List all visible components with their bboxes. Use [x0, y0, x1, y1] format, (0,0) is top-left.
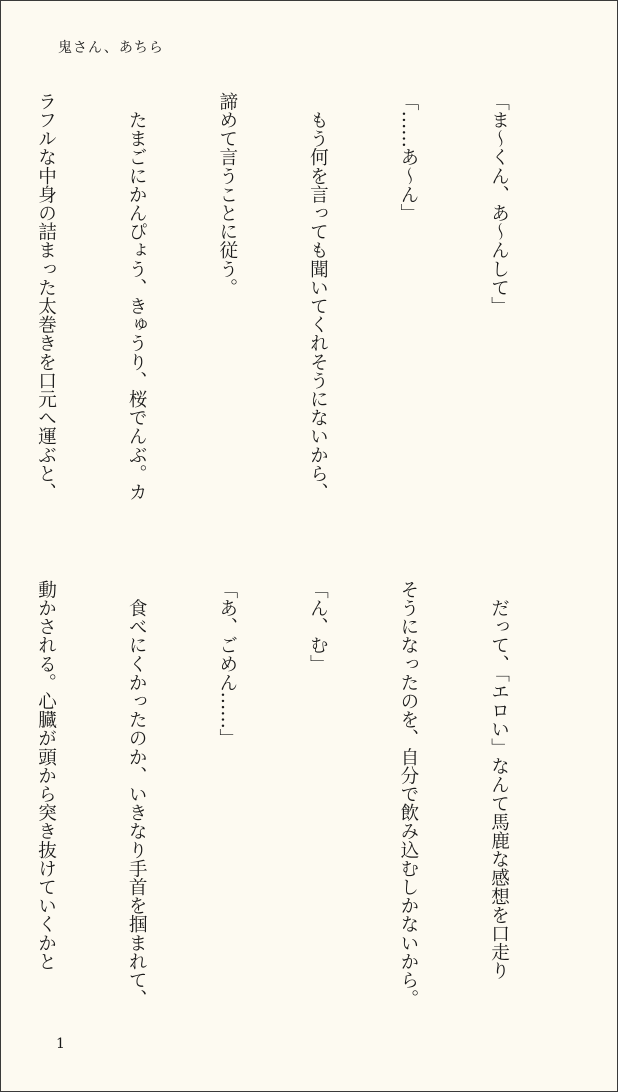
running-header: 鬼さん、あちら [58, 40, 164, 56]
upper-text-block [0, 92, 574, 552]
text-line: たまごにかんぴょう、きゅうり、桜でんぶ。カ [126, 92, 148, 502]
text-line: だって、「エロい」なんて馬鹿な感想を口走り [488, 580, 510, 980]
page-number: 1 [56, 1036, 65, 1052]
text-line: 「ん、む」 [307, 580, 329, 673]
lower-text-block [0, 580, 574, 1008]
text-line: もう何を言っても聞いてくれそうにないから、 [307, 92, 329, 502]
text-line: 「ま〜くん、あ〜んして」 [488, 92, 510, 316]
text-line: 食べにくかったのか、いきなり手首を掴まれて、 [126, 580, 148, 1008]
text-line: 動かされる。心臓が頭から突き抜けていくかと [35, 580, 57, 971]
text-line: 「あ、ごめん……」 [216, 580, 238, 748]
text-line: 「……あ〜ん」 [397, 92, 419, 223]
text-line: ラフルな中身の詰まった太巻きを口元へ運ぶと、 [35, 92, 57, 502]
text-line: そうになったのを、自分で飲み込むしかないから。 [397, 580, 419, 1008]
text-line: 諦めて言うことに従う。 [216, 92, 238, 297]
